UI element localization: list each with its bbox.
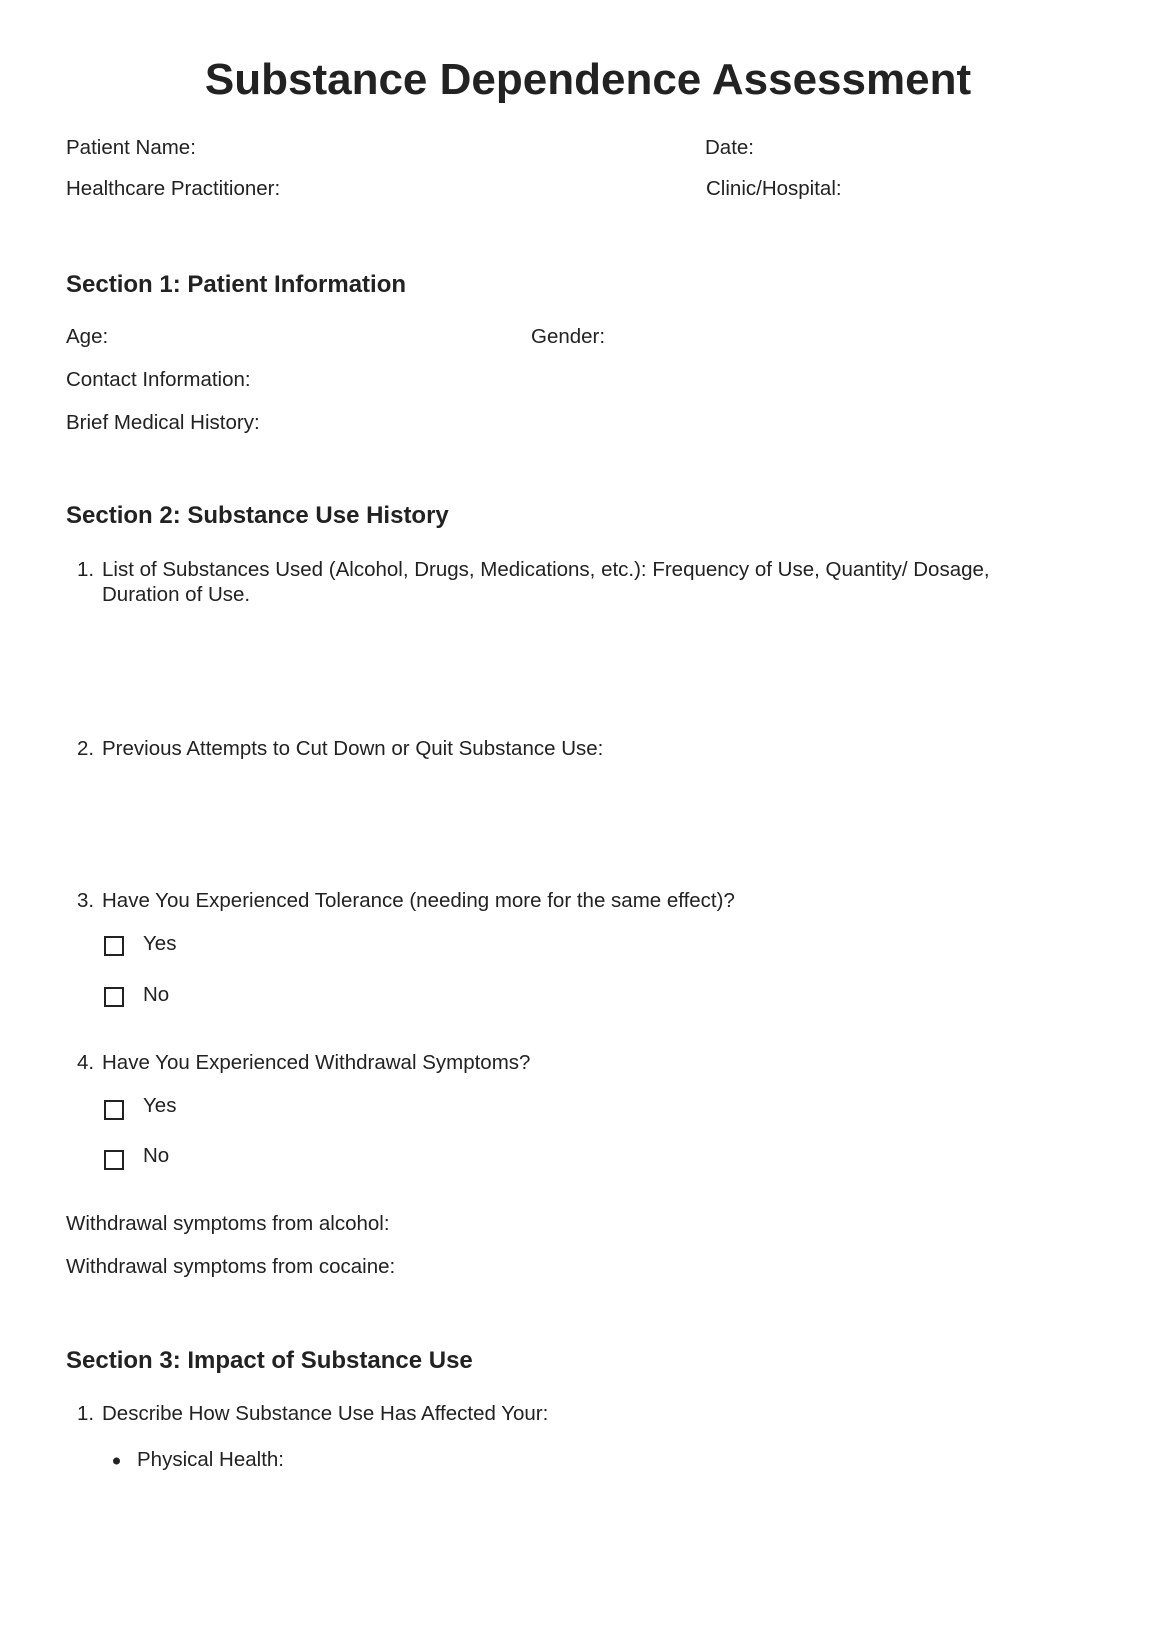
- withdrawal-no-checkbox[interactable]: [104, 1150, 124, 1170]
- section3-heading: Section 3: Impact of Substance Use: [66, 1347, 473, 1374]
- item-number: 4.: [77, 1050, 95, 1074]
- tolerance-yes-label: Yes: [143, 931, 177, 955]
- item-number: 1.: [77, 557, 95, 581]
- age-label: Age:: [66, 324, 109, 348]
- alcohol-withdrawal-label: Withdrawal symptoms from alcohol:: [66, 1211, 390, 1235]
- item-number: 1.: [77, 1401, 95, 1425]
- tolerance-question: Have You Experienced Tolerance (needing more for the same effect)?: [102, 888, 735, 912]
- tolerance-no-label: No: [143, 982, 170, 1006]
- physical-health-label: Physical Health:: [137, 1447, 284, 1471]
- withdrawal-yes-checkbox[interactable]: [104, 1100, 124, 1120]
- clinic-label: Clinic/Hospital:: [706, 176, 842, 200]
- bullet-icon: [113, 1458, 120, 1465]
- date-label: Date:: [705, 135, 754, 159]
- section1-heading: Section 1: Patient Information: [66, 271, 407, 298]
- item-number: 3.: [77, 888, 95, 912]
- impact-question: Describe How Substance Use Has Affected Your:: [102, 1401, 549, 1425]
- tolerance-yes-checkbox[interactable]: [104, 936, 124, 956]
- withdrawal-question: Have You Experienced Withdrawal Symptoms?: [102, 1050, 531, 1074]
- gender-label: Gender:: [531, 324, 606, 348]
- tolerance-no-checkbox[interactable]: [104, 987, 124, 1007]
- substances-question: List of Substances Used (Alcohol, Drugs, Medications, etc.): Frequency of Use, Quantity/ Dosage,: [102, 557, 990, 581]
- section2-heading: Section 2: Substance Use History: [66, 502, 449, 529]
- withdrawal-no-label: No: [143, 1143, 170, 1167]
- substances-question-cont: Duration of Use.: [102, 582, 251, 606]
- quit-attempts-question: Previous Attempts to Cut Down or Quit Substance Use:: [102, 736, 604, 760]
- medical-history-label: Brief Medical History:: [66, 410, 260, 434]
- practitioner-label: Healthcare Practitioner:: [66, 176, 281, 200]
- page-title: Substance Dependence Assessment: [204, 55, 972, 104]
- item-number: 2.: [77, 736, 95, 760]
- contact-label: Contact Information:: [66, 367, 251, 391]
- cocaine-withdrawal-label: Withdrawal symptoms from cocaine:: [66, 1254, 396, 1278]
- patient-name-label: Patient Name:: [66, 135, 196, 159]
- withdrawal-yes-label: Yes: [143, 1093, 177, 1117]
